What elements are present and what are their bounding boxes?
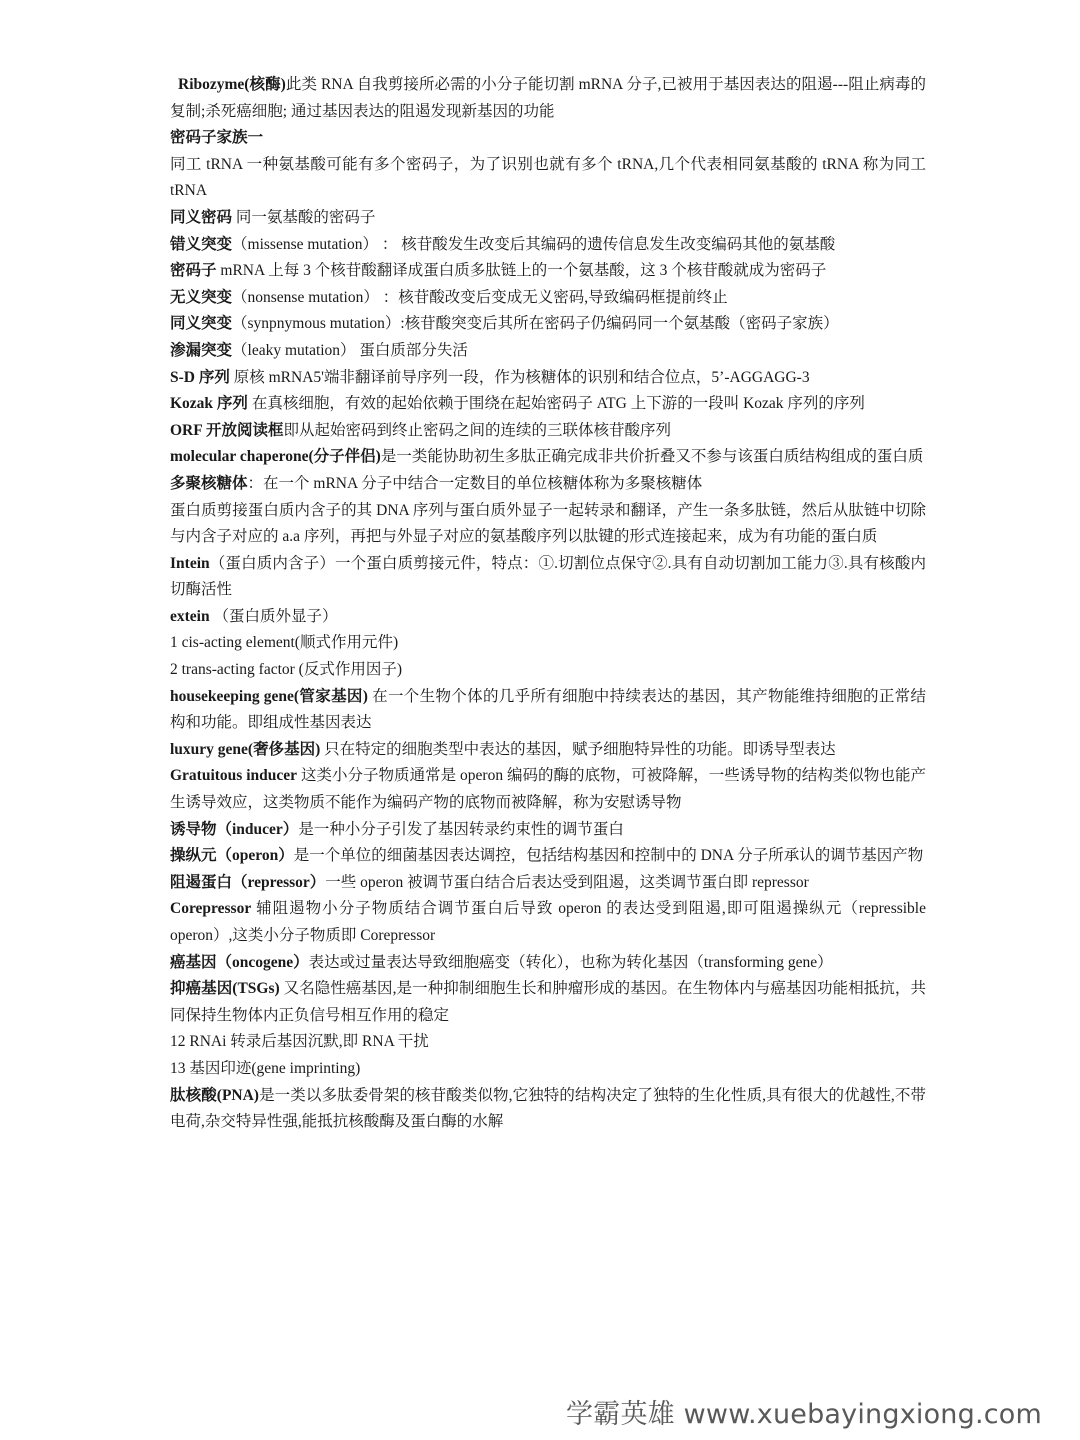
entry-text: 2 trans-acting factor (反式作用因子) xyxy=(170,661,403,679)
entry-text: 12 RNAi 转录后基因沉默,即 RNA 干扰 xyxy=(170,1033,429,1051)
entry xyxy=(170,498,926,551)
entry-term: 操纵元（operon） xyxy=(170,847,294,865)
entry-text: 同工 tRNA 一种氨基酸可能有多个密码子，为了识别也就有多个 tRNA,几个代表相同氨基酸的 tRNA 称为同工 tRNA xyxy=(170,155,926,200)
entry-text: 是一类以多肽委骨架的核苷酸类似物,它独特的结构决定了独特的生化性质,具有很大的优越性,不带电荷,杂交特异性强,能抵抗核酸酶及蛋白酶的水解 xyxy=(170,1086,926,1131)
entry xyxy=(170,311,926,338)
entry-term: 多聚核糖体 xyxy=(170,474,248,492)
entry-term: 同义密码 xyxy=(170,208,233,226)
entry xyxy=(170,657,926,684)
entry-term: Ribozyme(核酶) xyxy=(178,76,286,93)
entry-text: （missense mutation） ： 核苷酸发生改变后其编码的遗传信息发生改变编码其他的氨基酸 xyxy=(232,235,836,253)
entry-text: 是一种小分子引发了基因转录约束性的调节蛋白 xyxy=(298,820,624,838)
entry-text: 同一氨基酸的密码子 xyxy=(232,208,376,226)
entry xyxy=(170,444,926,471)
entry-text: 原核 mRNA5'端非翻译前导序列一段，作为核糖体的识别和结合位点，5’-AGGAGG-3 xyxy=(229,368,810,386)
entry xyxy=(170,684,926,737)
entry xyxy=(170,763,926,816)
entry-text: （leaky mutation） 蛋白质部分失活 xyxy=(232,341,468,359)
entry xyxy=(170,843,926,870)
entry-term: 诱导物（inducer） xyxy=(170,820,299,838)
entry-term: 错义突变 xyxy=(170,235,233,253)
entry xyxy=(170,896,926,949)
entry xyxy=(170,950,926,977)
entry-text: 在一个生物个体的几乎所有细胞中持续表达的基因，其产物能维持细胞的正常结构和功能。即组成性基因表达 xyxy=(170,687,926,732)
entry-term: 密码子 xyxy=(170,262,217,280)
entry-term: 癌基因（oncogene） xyxy=(170,953,309,971)
entry-term: ORF 开放阅读框 xyxy=(170,421,284,439)
entry-text: ：在一个 mRNA 分子中结合一定数目的单位核糖体称为多聚核糖体 xyxy=(247,474,703,492)
entry xyxy=(170,737,926,764)
document-body xyxy=(170,72,926,1136)
entry xyxy=(170,125,926,152)
entry xyxy=(170,152,926,205)
entry-term: Intein xyxy=(170,554,210,572)
entry xyxy=(170,391,926,418)
entry-text: （nonsense mutation） ：核苷酸改变后变成无义密码,导致编码框提前终止 xyxy=(232,288,728,306)
entry-term: 密码子家族一 xyxy=(170,129,264,147)
entry-text: 即从起始密码到终止密码之间的连续的三联体核苷酸序列 xyxy=(283,421,672,439)
entry-term: S-D 序列 xyxy=(170,368,230,386)
entry xyxy=(170,817,926,844)
entry xyxy=(170,72,926,125)
entry-term: Kozak 序列 xyxy=(170,395,248,413)
entry xyxy=(170,976,926,1029)
entry-term: molecular chaperone(分子伴侣) xyxy=(170,448,381,466)
entry-text: mRNA 上每 3 个核苷酸翻译成蛋白质多肽链上的一个氨基酸，这 3 个核苷酸就成为密码子 xyxy=(216,262,827,280)
entry-text: （蛋白质外显子） xyxy=(209,607,338,625)
entry-text: 一些 operon 被调节蛋白结合后表达受到阻遏，这类调节蛋白即 repressor xyxy=(325,873,809,891)
entry-text: 这类小分子物质通常是 operon 编码的酶的底物，可被降解，一些诱导物的结构类似物也能产生诱导效应，这类物质不能作为编码产物的底物而被降解，称为安慰诱导物 xyxy=(170,767,926,812)
entry-text: 辅阻遏物小分子物质结合调节蛋白后导致 operon 的表达受到阻遏,即可阻遏操纵元（repressible operon）,这类小分子物质即 Corepressor xyxy=(170,900,926,944)
entry xyxy=(170,205,926,232)
entry xyxy=(170,232,926,259)
entry xyxy=(170,1083,926,1136)
entry-text: 是一类能协助初生多肽正确完成非共价折叠又不参与该蛋白质结构组成的蛋白质 xyxy=(380,448,924,466)
entry xyxy=(170,471,926,498)
entry-text: 此类 RNA 自我剪接所必需的小分子能切割 mRNA 分子,已被用于基因表达的阻遏---阻止病毒的复制;杀死癌细胞; 通过基因表达的阻遏发现新基因的功能 xyxy=(170,76,926,120)
entry-text: 只在特定的细胞类型中表达的基因，赋予细胞特异性的功能。即诱导型表达 xyxy=(320,740,836,758)
entry-text: 表达或过量表达导致细胞癌变（转化），也称为转化基因（transforming gene） xyxy=(308,953,833,971)
entry-text: 又名隐性癌基因,是一种抑制细胞生长和肿瘤形成的基因。在生物体内与癌基因功能相抵抗，共同保持生物体内正负信号相互作用的稳定 xyxy=(170,980,926,1024)
entry xyxy=(170,1056,926,1083)
entry-term: 渗漏突变 xyxy=(170,341,233,359)
entry-text: 1 cis-acting element(顺式作用元件) xyxy=(170,634,399,652)
entry-term: 无义突变 xyxy=(170,288,233,306)
entry xyxy=(170,365,926,392)
entry-term: 同义突变 xyxy=(170,315,233,333)
entry xyxy=(170,630,926,657)
entry-text: 蛋白质剪接蛋白质内含子的其 DNA 序列与蛋白质外显子一起转录和翻译，产生一条多肽链，然后从肽链中切除与内含子对应的 a.a 序列，再把与外显子对应的氨基酸序列以肽键的形式连接起来，成为有功能的蛋白质 xyxy=(170,501,926,546)
entry xyxy=(170,1029,926,1056)
entry-text: 13 基因印迹(gene imprinting) xyxy=(170,1059,361,1077)
entry-text: 在真核细胞，有效的起始依赖于围绕在起始密码子 ATG 上下游的一段叫 Kozak 序列的序列 xyxy=(247,395,865,413)
entry xyxy=(170,604,926,631)
entry-term: housekeeping gene(管家基因) xyxy=(170,687,368,705)
entry-term: Corepressor xyxy=(170,900,252,918)
entry-term: 肽核酸(PNA) xyxy=(170,1086,259,1104)
entry-text: 是一个单位的细菌基因表达调控，包括结构基因和控制中的 DNA 分子所承认的调节基因产物 xyxy=(293,847,924,865)
entry xyxy=(170,338,926,365)
site-watermark: 学霸英雄 www.xuebayingxiong.com xyxy=(566,1399,1042,1430)
entry xyxy=(170,870,926,897)
entry-term: Gratuitous inducer xyxy=(170,767,298,785)
entry xyxy=(170,418,926,445)
entry xyxy=(170,258,926,285)
entry-text: （synpnymous mutation）:核苷酸突变后其所在密码子仍编码同一个氨基酸（密码子家族） xyxy=(232,315,839,333)
entry-term: luxury gene(奢侈基因) xyxy=(170,740,321,758)
entry-term: 抑癌基因(TSGs) xyxy=(170,980,280,998)
entry xyxy=(170,551,926,604)
entry-text: （蛋白质内含子）一个蛋白质剪接元件，特点：①.切割位点保守②.具有自动切割加工能力③.具有核酸内切酶活性 xyxy=(170,554,926,599)
entry xyxy=(170,285,926,312)
entry-term: 阻遏蛋白（repressor） xyxy=(170,873,326,891)
entry-term: extein xyxy=(170,607,210,625)
